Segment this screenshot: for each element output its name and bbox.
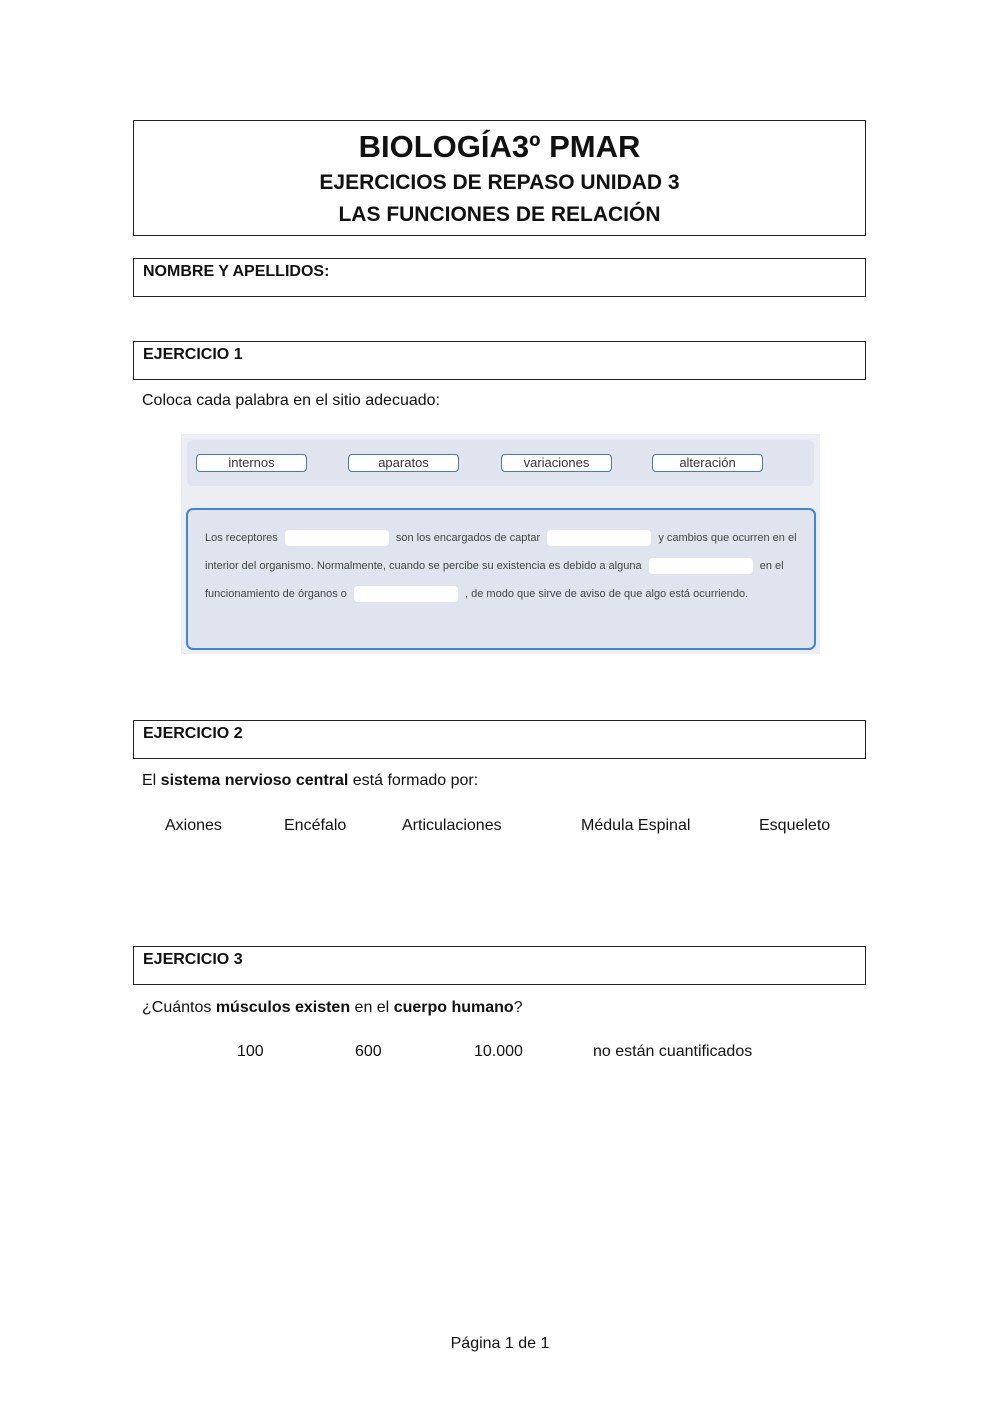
passage-text: Los receptores xyxy=(205,532,278,544)
page-subtitle: EJERCICIOS DE REPASO UNIDAD 3 xyxy=(319,171,680,194)
option[interactable]: Esqueleto xyxy=(759,817,831,834)
word-chip[interactable]: internos xyxy=(196,454,307,472)
option[interactable]: Encéfalo xyxy=(284,817,347,834)
passage-text: en el funcionamiento de órganos o xyxy=(205,560,784,600)
exercise-1-instruction: Coloca cada palabra en el sitio adecuado: xyxy=(142,392,440,409)
word-chip[interactable]: aparatos xyxy=(348,454,459,472)
option[interactable]: 10.000 xyxy=(474,1043,523,1060)
name-field[interactable] xyxy=(133,258,866,297)
drag-drop-widget xyxy=(181,434,820,654)
question-bold: sistema nervioso central xyxy=(160,772,349,789)
exercise-3-header xyxy=(133,946,866,985)
option[interactable]: no están cuantificados xyxy=(593,1043,753,1060)
word-chip[interactable]: variaciones xyxy=(501,454,612,472)
passage-text: son los encargados de captar xyxy=(395,532,541,544)
option[interactable]: 600 xyxy=(355,1043,382,1060)
header-box xyxy=(133,120,866,236)
word-chip[interactable]: alteración xyxy=(652,454,763,472)
passage xyxy=(186,508,816,650)
drop-slot[interactable] xyxy=(354,586,458,602)
page-topic: LAS FUNCIONES DE RELACIÓN xyxy=(338,203,661,226)
question-text: El xyxy=(142,772,161,789)
drop-slot[interactable] xyxy=(649,558,753,574)
question-text: ¿Cuántos xyxy=(142,999,216,1016)
word-bank xyxy=(187,440,814,486)
question-text: está formado por: xyxy=(348,772,479,789)
page-title: BIOLOGÍA3º PMAR xyxy=(358,129,641,164)
option[interactable]: 100 xyxy=(237,1043,264,1060)
option[interactable]: Médula Espinal xyxy=(581,817,691,834)
passage-text: y cambios que ocurren en el interior del organismo. Normalmente, cuando se percibe su existencia es debido a alguna xyxy=(205,532,797,572)
exercise-3-question xyxy=(142,999,523,1017)
page-footer: Página 1 de 1 xyxy=(450,1335,550,1352)
option[interactable]: Articulaciones xyxy=(402,817,502,834)
exercise-1-header xyxy=(133,341,866,380)
question-text: en el xyxy=(350,999,394,1016)
passage-text: , de modo que sirve de aviso de que algo está ocurriendo. xyxy=(465,588,749,600)
exercise-3-label: EJERCICIO 3 xyxy=(143,951,243,968)
drop-slot[interactable] xyxy=(285,530,389,546)
option[interactable]: Axiones xyxy=(165,817,222,834)
drop-slot[interactable] xyxy=(547,530,651,546)
question-text: ? xyxy=(513,999,523,1016)
question-bold: cuerpo humano xyxy=(393,999,514,1016)
name-label: NOMBRE Y APELLIDOS: xyxy=(143,263,330,280)
exercise-2-header xyxy=(133,720,866,759)
exercise-2-label: EJERCICIO 2 xyxy=(143,725,243,742)
question-bold: músculos existen xyxy=(215,999,351,1016)
exercise-2-question xyxy=(142,772,478,790)
exercise-1-label: EJERCICIO 1 xyxy=(143,346,243,363)
